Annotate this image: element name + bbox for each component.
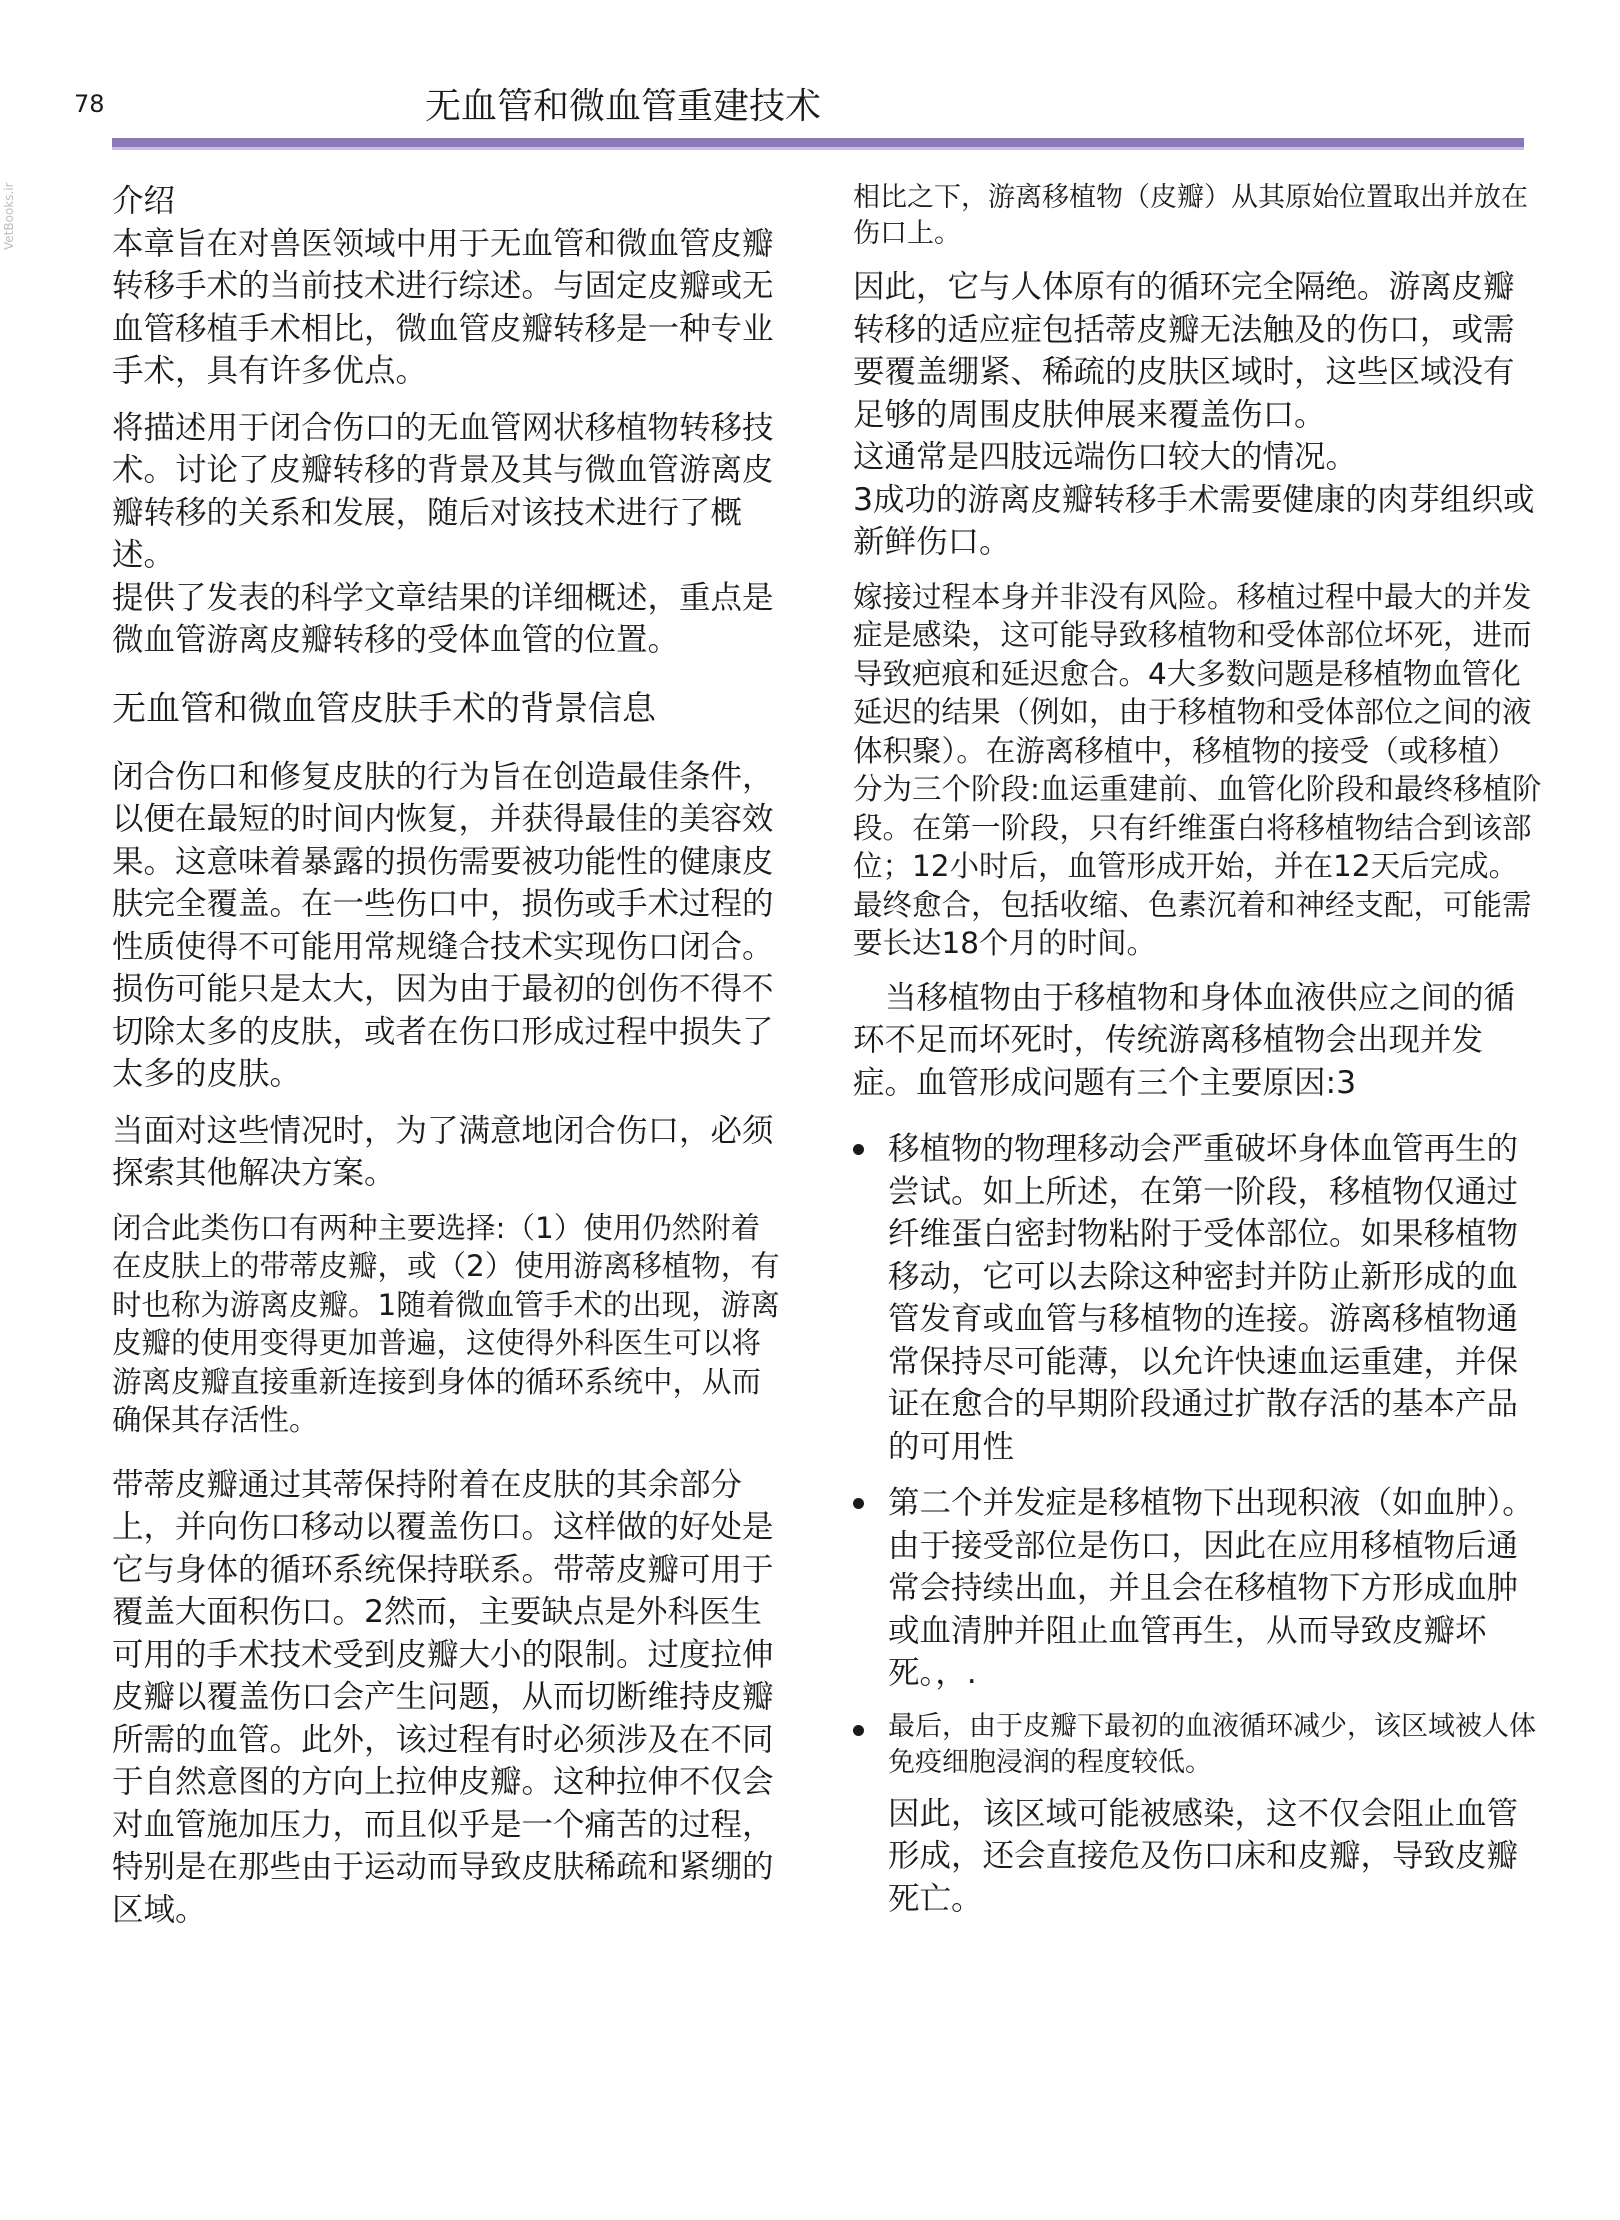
right-column [853, 180, 1543, 1920]
free-graft-paragraph-1: 相比之下，游离移植物（皮瓣）从其原始位置取出并放在伤口上。 [853, 182, 1528, 249]
list-item-text: 第二个并发症是移植物下出现积液（如血肿）。由于接受部位是伤口，因此在应用移植物后通常会持续出血，并且会在移植物下方形成血肿或血清肿并阻止血管再生，从而导致皮瓣坏死。，. [888, 1485, 1534, 1691]
bullet-icon [853, 1725, 864, 1736]
left-column [112, 180, 788, 1931]
list-item-text: 移植物的物理移动会严重破坏身体血管再生的尝试。如上所述，在第一阶段，移植物仅通过纤维蛋白密封物粘附于受体部位。如果移植物移动，它可以去除这种密封并防止新形成的血管发育或血管与移植物的连接。游离移植物通常保持尽可能薄，以允许快速血运重建，并保证在愈合的早期阶段通过扩散存活的基本产品的可用性 [888, 1131, 1519, 1465]
watermark: VetBooks.ir [2, 182, 16, 250]
intro-paragraph-2: 将描述用于闭合伤口的无血管网状移植物转移技术。讨论了皮瓣转移的背景及其与微血管游离皮瓣转移的关系和发展，随后对该技术进行了概述。 [112, 409, 774, 573]
free-graft-paragraph-3: 这通常是四肢远端伤口较大的情况。 [853, 439, 1358, 475]
background-paragraph-1: 闭合伤口和修复皮肤的行为旨在创造最佳条件，以便在最短的时间内恢复，并获得最佳的美容效果。这意味着暴露的损伤需要被功能性的健康皮肤完全覆盖。在一些伤口中，损伤或手术过程的性质使得不可能用常规缝合技术实现伤口闭合。损伤可能只是太大，因为由于最初的创伤不得不切除太多的皮肤，或者在伤口形成过程中损失了太多的皮肤。 [112, 758, 774, 1092]
background-paragraph-2: 当面对这些情况时，为了满意地闭合伤口，必须探索其他解决方案。 [112, 1112, 774, 1191]
complications-paragraph: 当移植物由于移植物和身体血液供应之间的循环不足而坏死时，传统游离移植物会出现并发症。血管形成问题有三个主要原因:3 [853, 979, 1516, 1101]
bullet-icon [853, 1498, 864, 1509]
page-number: 78 [74, 90, 105, 118]
running-title: 无血管和微血管重建技术 [425, 86, 822, 127]
header-rule-shadow [112, 147, 1524, 150]
background-paragraph-3: 闭合此类伤口有两种主要选择:（1）使用仍然附着在皮肤上的带蒂皮瓣，或（2）使用游离移植物，有时也称为游离皮瓣。1随着微血管手术的出现，游离皮瓣的使用变得更加普遍，这使得外科医生可以将游离皮瓣直接重新连接到身体的循环系统中，从而确保其存活性。 [112, 1210, 780, 1437]
intro-heading: 介绍 [112, 183, 176, 219]
list-item-continuation: 因此，该区域可能被感染，这不仅会阻止血管形成，还会直接危及伤口床和皮瓣，导致皮瓣死亡。 [888, 1795, 1519, 1917]
header-rule [112, 138, 1524, 147]
list-item [853, 1482, 1543, 1695]
intro-paragraph-1: 本章旨在对兽医领域中用于无血管和微血管皮瓣转移手术的当前技术进行综述。与固定皮瓣或无血管移植手术相比，微血管皮瓣转移是一种专业手术，具有许多优点。 [112, 225, 774, 389]
bullet-icon [853, 1144, 864, 1155]
complications-list [853, 1128, 1543, 1920]
intro-paragraph-3: 提供了发表的科学文章结果的详细概述，重点是微血管游离皮瓣转移的受体血管的位置。 [112, 579, 774, 658]
list-item [853, 1709, 1543, 1921]
grafting-risk-paragraph: 嫁接过程本身并非没有风险。移植过程中最大的并发症是感染，这可能导致移植物和受体部位坏死，进而导致疤痕和延迟愈合。4大多数问题是移植物血管化延迟的结果（例如，由于移植物和受体部位之间的液体积聚）。在游离移植中，移植物的接受（或移植）分为三个阶段:血运重建前、血管化阶段和最终移植阶段。在第一阶段，只有纤维蛋白将移植物结合到该部位；12小时后，血管形成开始，并在12天后完成。最终愈合，包括收缩、色素沉着和神经支配，可能需要长达18个月的时间。 [853, 579, 1542, 960]
free-graft-paragraph-4: 3成功的游离皮瓣转移手术需要健康的肉芽组织或新鲜伤口。 [853, 481, 1535, 560]
free-graft-paragraph-2: 因此，它与人体原有的循环完全隔绝。游离皮瓣转移的适应症包括蒂皮瓣无法触及的伤口，或需要覆盖绷紧、稀疏的皮肤区域时，这些区域没有足够的周围皮肤伸展来覆盖伤口。 [853, 269, 1515, 433]
section-heading: 无血管和微血管皮肤手术的背景信息 [112, 688, 656, 729]
list-item [853, 1128, 1543, 1468]
list-item-text: 最后，由于皮瓣下最初的血液循环减少，该区域被人体免疫细胞浸润的程度较低。 [888, 1710, 1536, 1778]
background-paragraph-4: 带蒂皮瓣通过其蒂保持附着在皮肤的其余部分上，并向伤口移动以覆盖伤口。这样做的好处是它与身体的循环系统保持联系。带蒂皮瓣可用于覆盖大面积伤口。2然而，主要缺点是外科医生可用的手术技术受到皮瓣大小的限制。过度拉伸皮瓣以覆盖伤口会产生问题，从而切断维持皮瓣所需的血管。此外，该过程有时必须涉及在不同于自然意图的方向上拉伸皮瓣。这种拉伸不仅会对血管施加压力，而且似乎是一个痛苦的过程，特别是在那些由于运动而导致皮肤稀疏和紧绷的区域。 [112, 1466, 774, 1928]
